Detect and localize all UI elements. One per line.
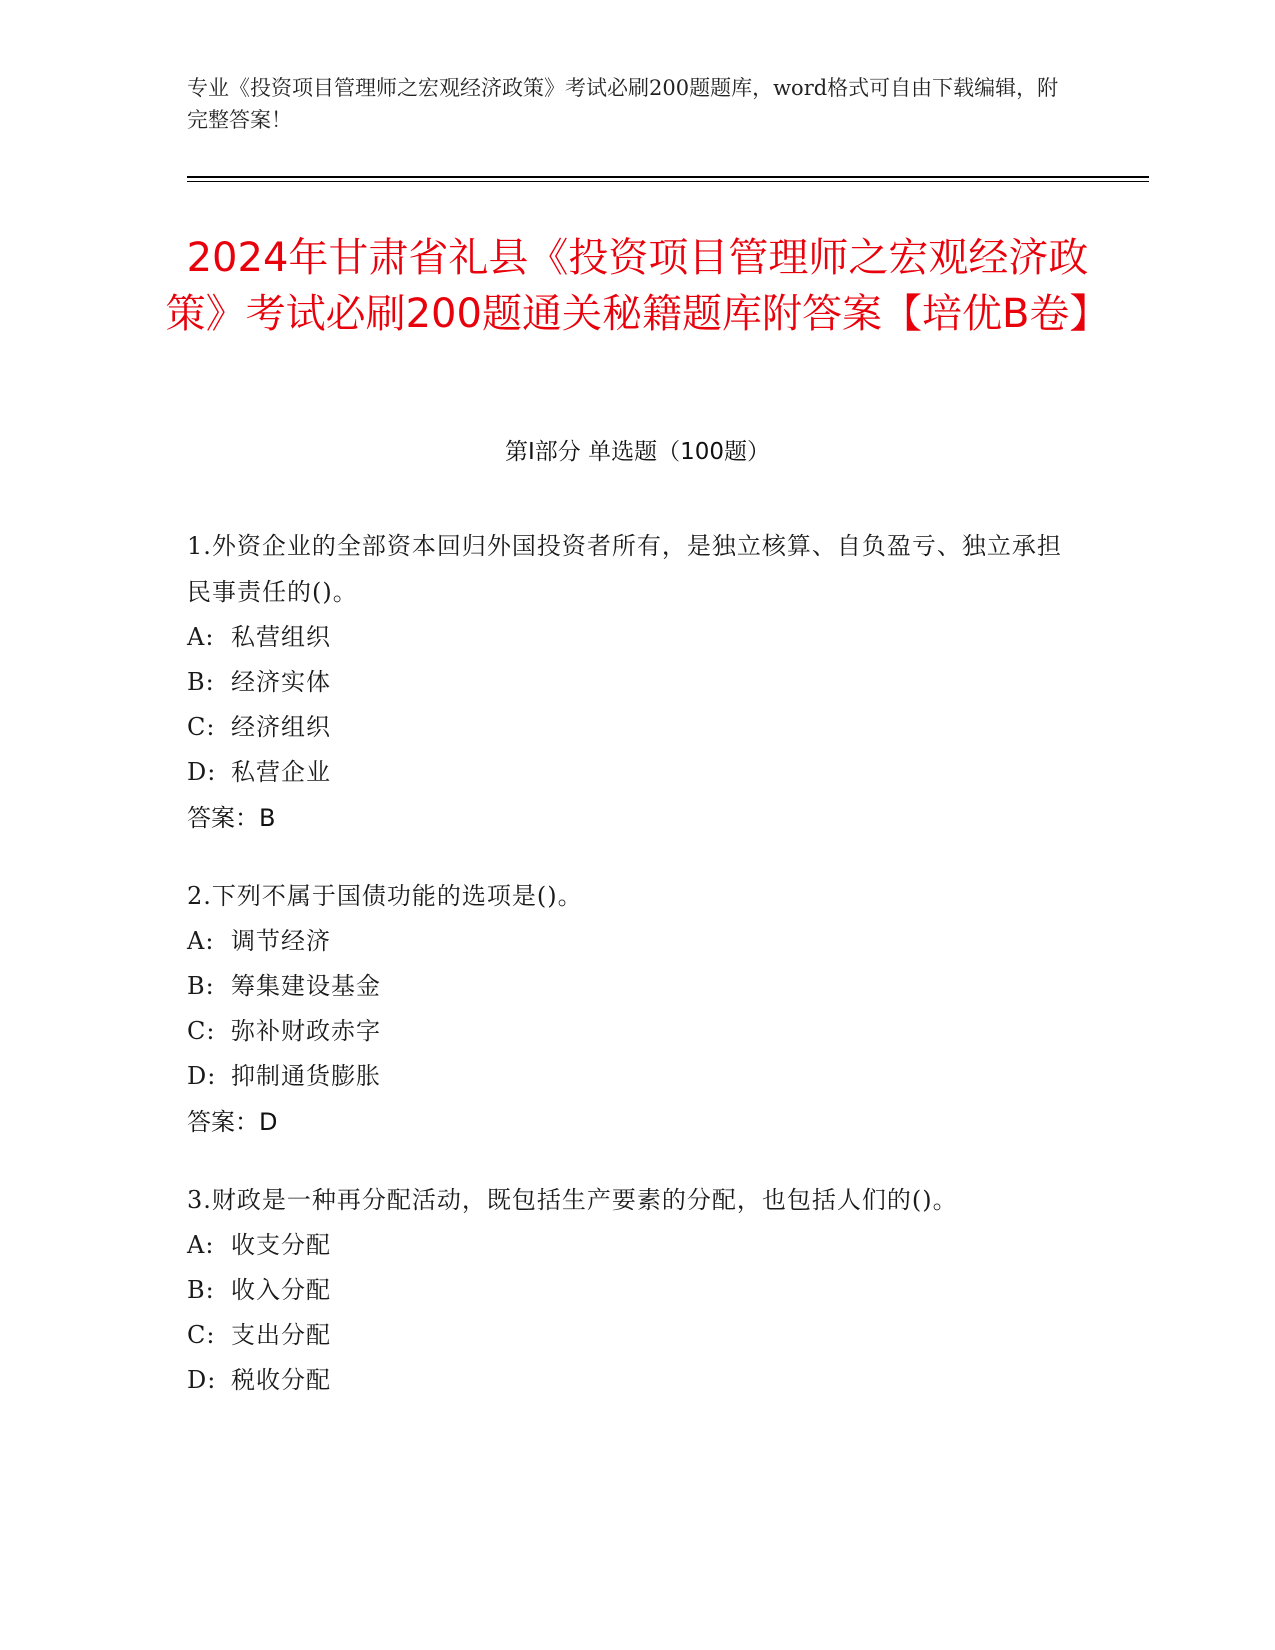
option-text: 收入分配: [231, 1276, 331, 1304]
option-letter: D:: [187, 1062, 217, 1090]
option-text: 私营企业: [231, 758, 331, 786]
option-letter: C:: [187, 713, 216, 741]
option-c: [187, 1313, 1067, 1358]
option-c: [187, 1009, 1067, 1054]
option-d: [187, 750, 1067, 795]
option-letter: A:: [187, 1231, 215, 1259]
header-note: 专业《投资项目管理师之宏观经济政策》考试必刷200题题库，word格式可自由下载编辑，附完整答案！: [187, 76, 1059, 132]
option-b: [187, 660, 1067, 705]
option-letter: B:: [187, 972, 215, 1000]
answer-line: 答案：B: [187, 804, 276, 832]
option-b: [187, 964, 1067, 1009]
option-a: [187, 919, 1067, 964]
question-text: 3.财政是一种再分配活动，既包括生产要素的分配，也包括人们的()。: [187, 1186, 958, 1214]
option-letter: A:: [187, 623, 215, 651]
option-text: 支出分配: [231, 1321, 331, 1349]
option-letter: B:: [187, 1276, 215, 1304]
section-heading: 第I部分 单选题（100题）: [505, 439, 770, 465]
header-divider: [187, 176, 1149, 182]
option-c: [187, 705, 1067, 750]
question-text: 2.下列不属于国债功能的选项是()。: [187, 882, 583, 910]
option-text: 弥补财政赤字: [231, 1017, 381, 1045]
question-1: [187, 523, 1067, 841]
option-text: 筹集建设基金: [231, 972, 381, 1000]
question-text: 1.外资企业的全部资本回归外国投资者所有，是独立核算、自负盈亏、独立承担民事责任的()。: [187, 532, 1062, 606]
question-list: [187, 523, 1067, 1435]
option-d: [187, 1054, 1067, 1099]
option-letter: C:: [187, 1017, 216, 1045]
option-a: [187, 615, 1067, 660]
question-3: [187, 1177, 1067, 1403]
question-2: [187, 873, 1067, 1145]
option-a: [187, 1223, 1067, 1268]
option-text: 抑制通货膨胀: [231, 1062, 381, 1090]
option-letter: C:: [187, 1321, 216, 1349]
option-letter: D:: [187, 758, 217, 786]
option-text: 经济实体: [231, 668, 331, 696]
option-letter: D:: [187, 1366, 217, 1394]
answer-line: 答案：D: [187, 1108, 278, 1136]
option-b: [187, 1268, 1067, 1313]
option-letter: A:: [187, 927, 215, 955]
option-text: 收支分配: [231, 1231, 331, 1259]
option-letter: B:: [187, 668, 215, 696]
document-title: 2024年甘肃省礼县《投资项目管理师之宏观经济政策》考试必刷200题通关秘籍题库附答案【培优B卷】: [165, 235, 1110, 337]
option-text: 调节经济: [231, 927, 331, 955]
option-text: 私营组织: [231, 623, 331, 651]
option-text: 经济组织: [231, 713, 331, 741]
option-text: 税收分配: [231, 1366, 331, 1394]
option-d: [187, 1358, 1067, 1403]
